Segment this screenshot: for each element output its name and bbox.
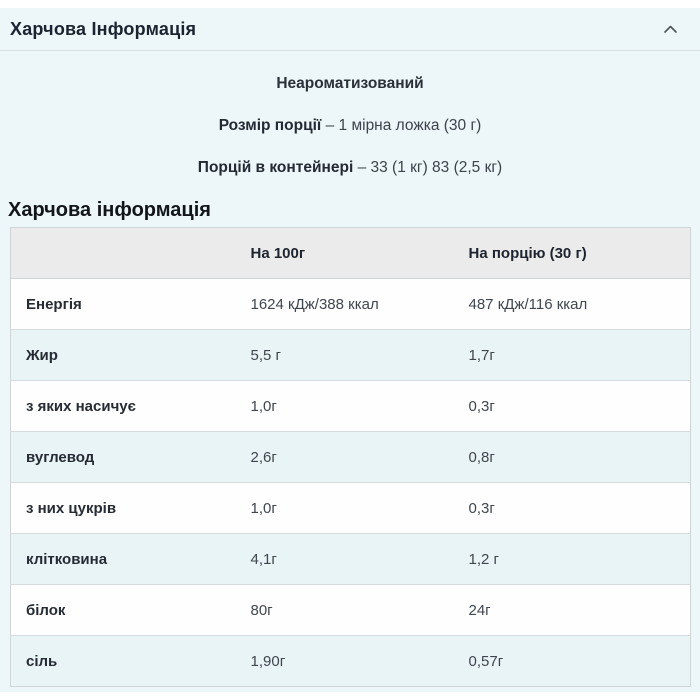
value-per-serving: 0,8г — [468, 448, 495, 466]
header-nutrient — [11, 228, 251, 279]
value-per-serving: 0,57г — [468, 652, 504, 670]
value-per-serving: 1,2 г — [468, 550, 499, 568]
value-per-100g: 1,90г — [250, 652, 286, 670]
header-per-serving: На порцію (30 г) — [469, 228, 691, 279]
nutrient-label: з яких насичує — [26, 397, 136, 415]
accordion-header[interactable] — [0, 8, 700, 51]
table-header-row — [11, 228, 691, 279]
header-per-100g: На 100г — [251, 228, 469, 279]
servings-per-container-line — [0, 159, 700, 177]
nutrient-label: клітковина — [26, 550, 108, 568]
table-row — [11, 534, 691, 585]
value-per-100g: 1,0г — [250, 397, 277, 415]
accordion-title: Харчова Інформація — [10, 18, 197, 39]
value-per-100g: 1624 кДж/388 ккал — [250, 295, 379, 313]
servings-per-container-value: – 33 (1 кг) 83 (2,5 кг) — [357, 159, 503, 176]
table-row — [11, 483, 691, 534]
table-row — [11, 636, 691, 687]
serving-size-line — [0, 117, 700, 135]
table-row — [11, 585, 691, 636]
table-row — [11, 330, 691, 381]
nutrient-label: Жир — [26, 346, 58, 364]
value-per-serving: 1,7г — [468, 346, 495, 364]
value-per-100g: 5,5 г — [250, 346, 281, 364]
value-per-serving: 0,3г — [468, 499, 495, 517]
value-per-100g: 80г — [250, 601, 273, 619]
table-row — [11, 381, 691, 432]
nutrient-label: сіль — [26, 652, 58, 670]
nutrient-label: вуглевод — [26, 448, 95, 466]
table-row — [11, 279, 691, 330]
table-row — [11, 432, 691, 483]
flavour-name: Неароматизований — [276, 75, 424, 92]
value-per-100g: 4,1г — [250, 550, 277, 568]
serving-info — [0, 75, 700, 177]
nutrient-label: з них цукрів — [26, 499, 117, 517]
nutrient-label: Енергія — [26, 295, 82, 313]
servings-per-container-label: Порцій в контейнері — [197, 159, 354, 176]
value-per-serving: 0,3г — [468, 397, 495, 415]
serving-size-value: – 1 мірна ложка (30 г) — [325, 117, 482, 134]
value-per-100g: 1,0г — [250, 499, 277, 517]
value-per-serving: 487 кДж/116 ккал — [468, 295, 588, 313]
section-title: Харчова інформація — [8, 199, 211, 221]
serving-size-label: Розмір порції — [218, 117, 322, 134]
value-per-100g: 2,6г — [250, 448, 277, 466]
chevron-up-icon[interactable] — [663, 24, 678, 34]
nutrient-label: білок — [26, 601, 66, 619]
value-per-serving: 24г — [468, 601, 491, 619]
nutrition-table — [10, 227, 691, 687]
nutrition-accordion-panel — [0, 8, 700, 692]
